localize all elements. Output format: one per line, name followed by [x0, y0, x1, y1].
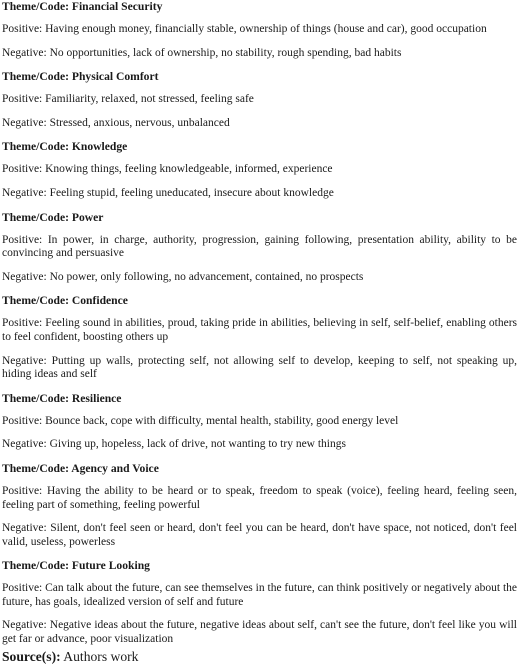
theme-heading: Theme/Code: Future Looking — [2, 559, 150, 573]
theme-financial-security — [2, 0, 517, 60]
positive-description: Positive: Knowing things, feeling knowledgeable, informed, experience — [2, 163, 333, 176]
theme-knowledge — [2, 140, 517, 200]
positive-description: Positive: In power, in charge, authority, progression, gaining following, presentation ability, ability to be convincing and persuasive — [2, 233, 517, 260]
negative-description: Negative: No power, only following, no advancement, contained, no prospects — [2, 270, 364, 283]
positive-description: Positive: Familiarity, relaxed, not stressed, feeling safe — [2, 93, 254, 106]
positive-description: Positive: Bounce back, cope with difficulty, mental health, stability, good energy level — [2, 414, 399, 427]
negative-description: Negative: Silent, don't feel seen or heard, don't feel you can be heard, don't have space, not noticed, don't feel valid, useless, powerless — [2, 522, 517, 548]
positive-description: Positive: Having the ability to be heard or to speak, freedom to speak (voice), feeling heard, feeling seen, feeling part of something, feeling powerful — [2, 484, 517, 511]
theme-heading: Theme/Code: Confidence — [2, 294, 128, 308]
theme-physical-comfort — [2, 70, 517, 130]
source-note — [2, 649, 517, 664]
source-label: Source(s): — [2, 648, 61, 664]
theme-heading: Theme/Code: Financial Security — [2, 0, 163, 13]
source-text: Authors work — [60, 648, 139, 664]
positive-description: Positive: Feeling sound in abilities, proud, taking pride in abilities, believing in self, self-belief, enabling others to feel confident, boosting others up — [2, 317, 517, 343]
theme-heading: Theme/Code: Agency and Voice — [2, 461, 159, 475]
negative-description: Negative: Stressed, anxious, nervous, unbalanced — [2, 116, 230, 129]
theme-resilience — [2, 392, 517, 452]
theme-heading: Theme/Code: Resilience — [2, 391, 122, 405]
negative-description: Negative: Giving up, hopeless, lack of drive, not wanting to try new things — [2, 438, 346, 451]
theme-future-looking — [2, 559, 517, 646]
positive-description: Positive: Can talk about the future, can see themselves in the future, can think positively or negatively about the future, has goals, idealized version of self and future — [2, 582, 517, 608]
negative-description: Negative: Feeling stupid, feeling uneducated, insecure about knowledge — [2, 186, 334, 199]
theme-heading: Theme/Code: Knowledge — [2, 140, 128, 154]
theme-agency-and-voice — [2, 462, 517, 549]
negative-description: Negative: No opportunities, lack of ownership, no stability, rough spending, bad habits — [2, 46, 402, 59]
positive-description: Positive: Having enough money, financially stable, ownership of things (house and car), good occupation — [2, 23, 487, 35]
theme-heading: Theme/Code: Power — [2, 210, 104, 224]
negative-description: Negative: Putting up walls, protecting self, not allowing self to develop, keeping to self, not speaking up, hiding ideas and self — [2, 354, 517, 381]
theme-power — [2, 211, 517, 285]
theme-heading: Theme/Code: Physical Comfort — [2, 70, 159, 84]
negative-description: Negative: Negative ideas about the future, negative ideas about self, can't see the future, don't feel like you will get far or advance, poor visualization — [2, 619, 517, 646]
theme-confidence — [2, 294, 517, 381]
